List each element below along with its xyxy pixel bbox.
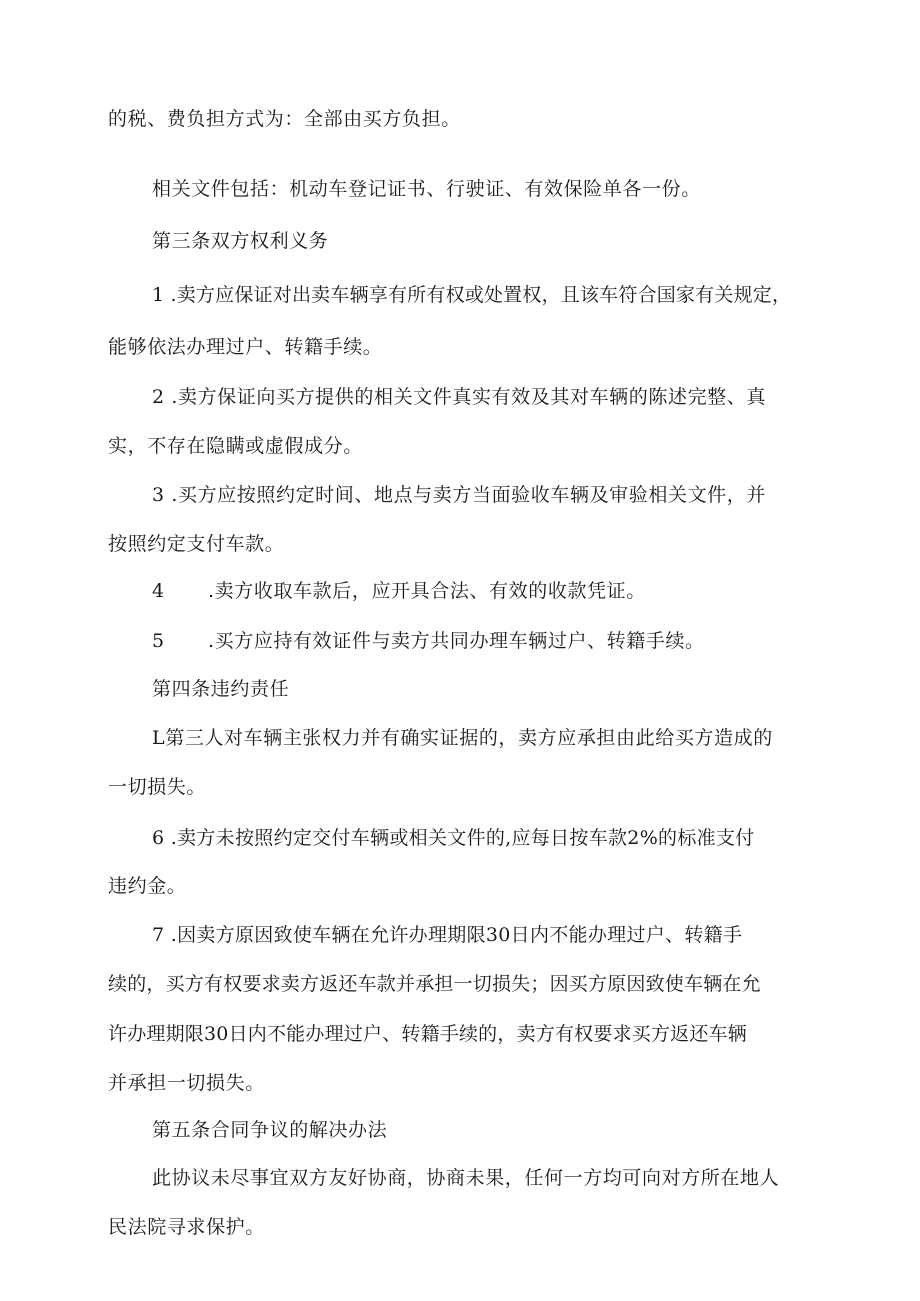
clause-5-text: .买方应持有效证件与卖方共同办理车辆过户、转籍手续。 bbox=[208, 630, 705, 652]
clause-6-line-2: 违约金。 bbox=[108, 875, 187, 897]
clause-7-line-4: 并承担一切损失。 bbox=[108, 1072, 265, 1094]
section-heading-article-5: 第五条合同争议的解决办法 bbox=[152, 1119, 388, 1141]
paragraph-tax-line: 的税、费负担方式为：全部由买方负担。 bbox=[108, 108, 461, 130]
clause-7-line-3: 许办理期限30日内不能办理过户、转籍手续的，卖方有权要求买方返还车辆 bbox=[108, 1023, 747, 1045]
clause-2-line-1: 2 .卖方保证向买方提供的相关文件真实有效及其对车辆的陈述完整、真 bbox=[152, 386, 766, 408]
section-heading-article-4: 第四条违约责任 bbox=[152, 678, 290, 700]
clause-4-number: 4 bbox=[152, 580, 165, 602]
clause-1-line-1: 1 .卖方应保证对出卖车辆享有所有权或处置权，且该车符合国家有关规定， bbox=[152, 284, 792, 306]
section-heading-article-3: 第三条双方权利义务 bbox=[152, 230, 329, 252]
clause-3-line-2: 按照约定支付车款。 bbox=[108, 533, 285, 555]
dispute-line-1: 此协议未尽事宜双方友好协商，协商未果，任何一方均可向对方所在地人 bbox=[152, 1167, 780, 1189]
clause-2-line-2: 实，不存在隐瞒或虚假成分。 bbox=[108, 435, 363, 457]
clause-7-line-2: 续的，买方有权要求卖方返还车款并承担一切损失；因买方原因致使车辆在允 bbox=[108, 973, 761, 995]
clause-1-line-2: 能够依法办理过户、转籍手续。 bbox=[108, 336, 383, 358]
paragraph-documents-line: 相关文件包括：机动车登记证书、行驶证、有效保险单各一份。 bbox=[152, 178, 701, 200]
clause-3-line-1: 3 .买方应按照约定时间、地点与卖方当面验收车辆及审验相关文件，并 bbox=[152, 484, 766, 506]
dispute-line-2: 民法院寻求保护。 bbox=[108, 1216, 265, 1238]
clause-7-line-1: 7 .因卖方原因致使车辆在允许办理期限30日内不能办理过户、转籍手 bbox=[152, 924, 743, 946]
clause-4-text: .卖方收取车款后，应开具合法、有效的收款凭证。 bbox=[208, 580, 646, 602]
liability-clause-1-line-2: 一切损失。 bbox=[108, 776, 207, 798]
clause-6-line-1: 6 .卖方未按照约定交付车辆或相关文件的,应每日按车款2%的标准支付 bbox=[152, 827, 755, 849]
liability-clause-1-line-1: L第三人对车辆主张权力并有确实证据的，卖方应承担由此给买方造成的 bbox=[152, 727, 773, 749]
clause-5-number: 5 bbox=[152, 630, 165, 652]
